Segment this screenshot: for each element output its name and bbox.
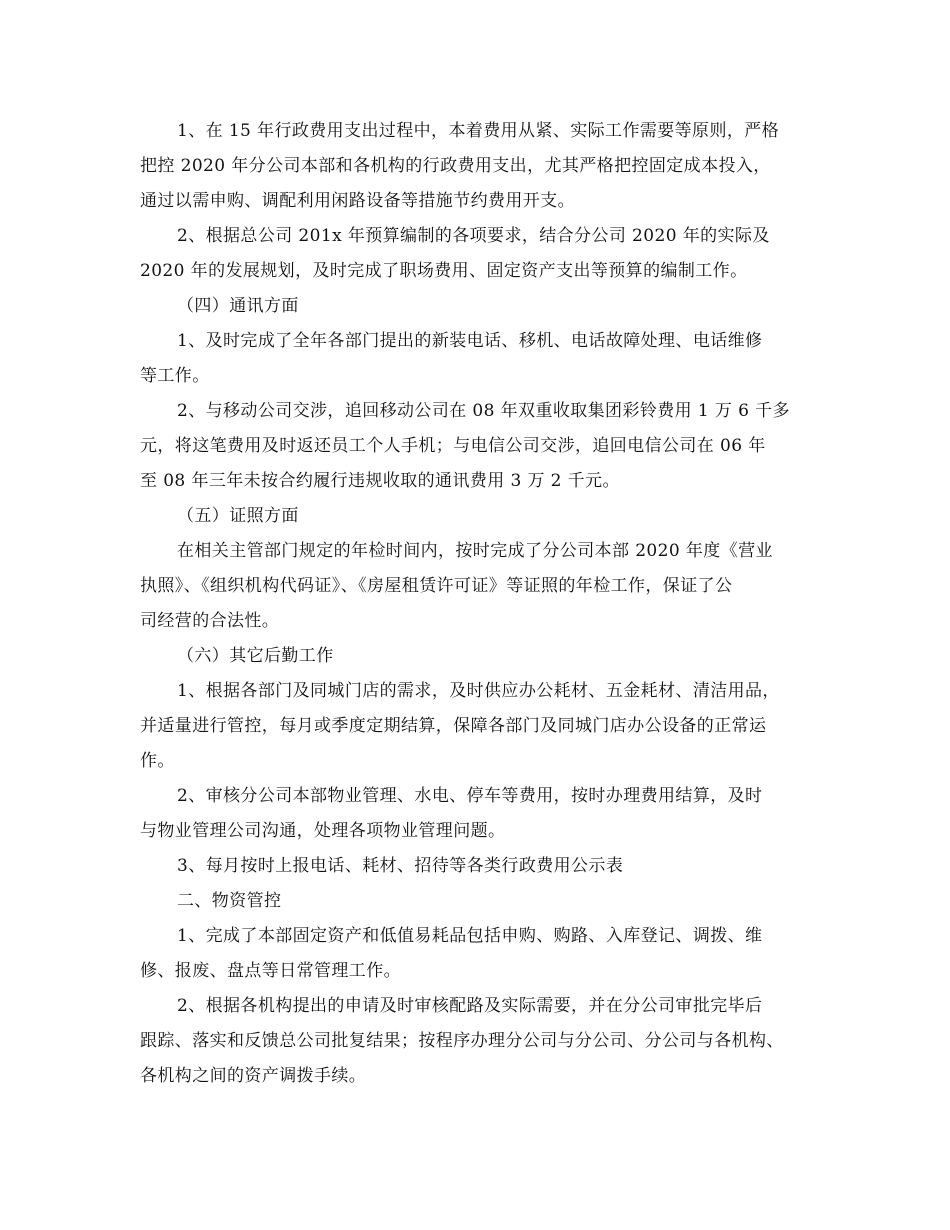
text-line: 把控 2020 年分公司本部和各机构的行政费用支出，尤其严格把控固定成本投入， [140, 156, 771, 176]
text-line: 作。 [140, 751, 175, 771]
section-heading: （四）通讯方面 [177, 296, 299, 316]
text-line: 跟踪、落实和反馈总公司批复结果；按程序办理分公司与分公司、分公司与各机构、 [140, 1031, 784, 1051]
text-line: 司经营的合法性。 [140, 611, 280, 631]
text-line: 在相关主管部门规定的年检时间内，按时完成了分公司本部 2020 年度《营业 [177, 541, 773, 561]
text-line: 1、在 15 年行政费用支出过程中，本着费用从紧、实际工作需要等原则，严格 [177, 121, 780, 141]
text-line: 2、审核分公司本部物业管理、水电、停车等费用，按时办理费用结算，及时 [177, 786, 763, 806]
text-line: 执照》、《组织机构代码证》、《房屋租赁许可证》等证照的年检工作，保证了公 [140, 576, 733, 596]
text-line: 3、每月按时上报电话、耗材、招待等各类行政费用公示表 [177, 856, 624, 876]
section-heading: （五）证照方面 [177, 506, 299, 526]
text-line: 2、与移动公司交涉，追回移动公司在 08 年双重收取集团彩铃费用 1 万 6 千多 [177, 401, 790, 421]
text-line: 元，将这笔费用及时返还员工个人手机；与电信公司交涉，追回电信公司在 06 年 [140, 436, 766, 456]
text-line: 与物业管理公司沟通，处理各项物业管理问题。 [140, 821, 506, 841]
section-heading: 二、物资管控 [177, 891, 282, 911]
text-line: 1、根据各部门及同城门店的需求，及时供应办公耗材、五金耗材、清洁用品， [177, 681, 780, 701]
text-line: 1、及时完成了全年各部门提出的新装电话、移机、电话故障处理、电话维修 [177, 331, 763, 351]
text-line: 2020 年的发展规划，及时完成了职场费用、固定资产支出等预算的编制工作。 [140, 261, 748, 281]
text-line: 1、完成了本部固定资产和低值易耗品包括申购、购路、入库登记、调拨、维 [177, 926, 763, 946]
text-line: 2、根据各机构提出的申请及时审核配路及实际需要，并在分公司审批完毕后 [177, 996, 763, 1016]
text-line: 修、报废、盘点等日常管理工作。 [140, 961, 401, 981]
section-heading: （六）其它后勤工作 [177, 646, 334, 666]
text-line: 至 08 年三年未按合约履行违规收取的通讯费用 3 万 2 千元。 [140, 471, 620, 491]
text-line: 通过以需申购、调配利用闲路设备等措施节约费用开支。 [140, 191, 575, 211]
text-line: 2、根据总公司 201x 年预算编制的各项要求，结合分公司 2020 年的实际及 [177, 226, 770, 246]
text-line: 等工作。 [140, 366, 210, 386]
text-line: 并适量进行管控，每月或季度定期结算，保障各部门及同城门店办公设备的正常运 [140, 716, 767, 736]
text-line: 各机构之间的资产调拨手续。 [140, 1066, 367, 1086]
